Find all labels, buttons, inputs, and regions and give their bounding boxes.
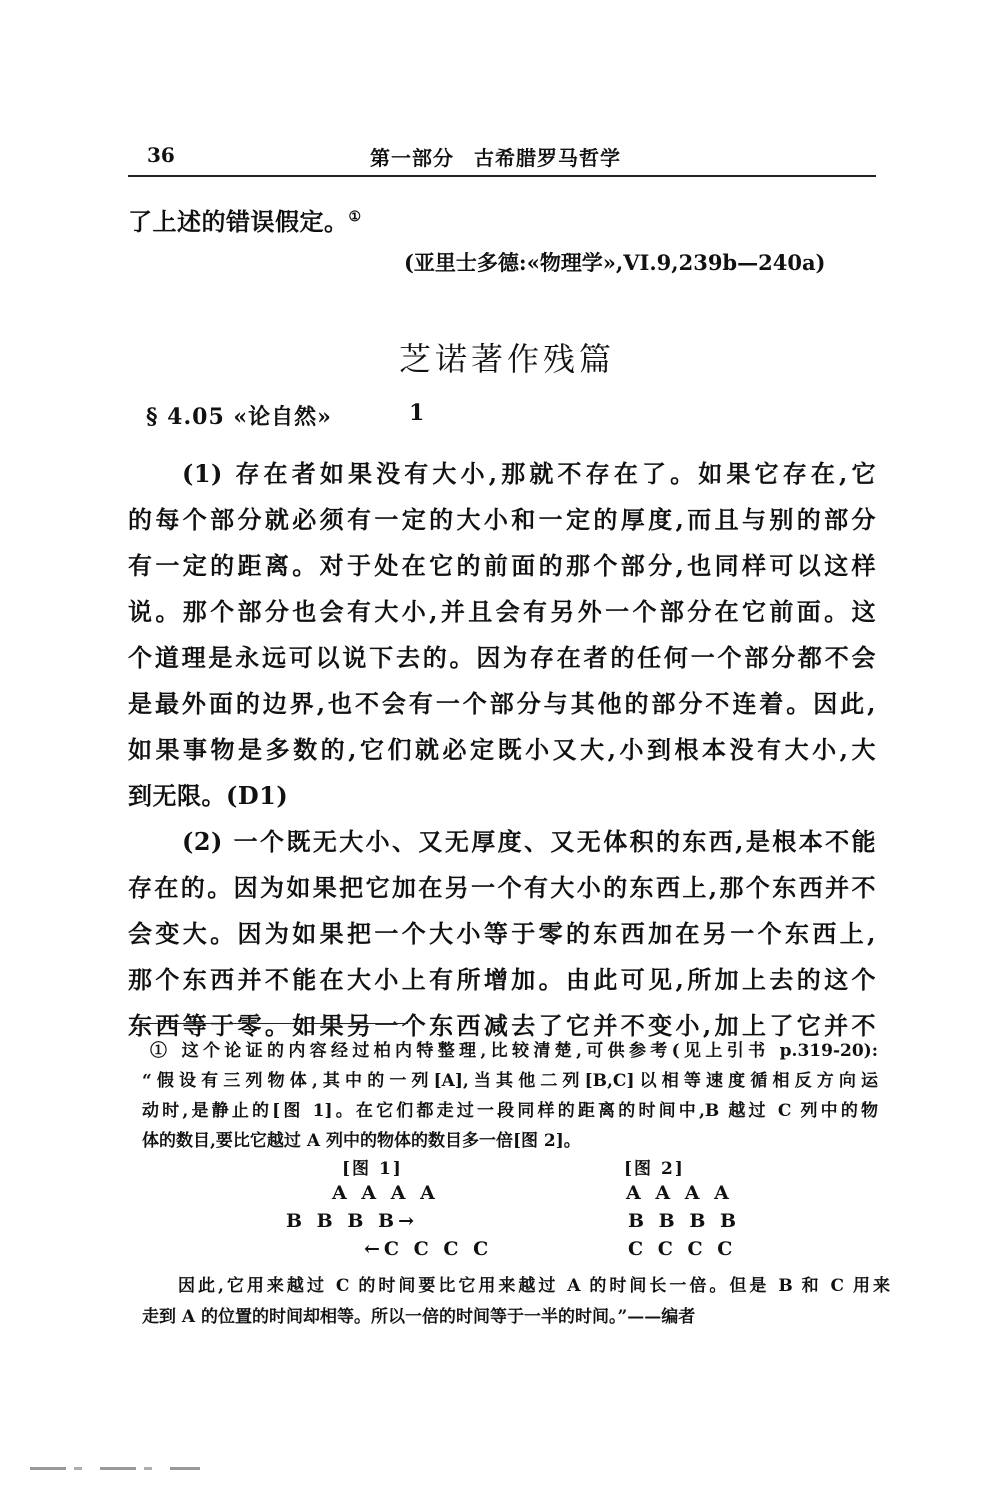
figure-2-row-b: B B B B: [628, 1210, 741, 1232]
figure-2-row-c: C C C C: [628, 1238, 737, 1260]
paragraph-1-line-4: 说。那个部分也会有大小,并且会有另外一个部分在它前面。这: [128, 597, 876, 626]
footnote-line-3: 动时,是静止的[图 1]。在它们都走过一段同样的距离的时间中,B 越过 C 列中的物: [142, 1101, 878, 1121]
footnote-line-2: “假设有三列物体,其中的一列[A],当其他二列[B,C]以相等速度循相反方向运: [142, 1071, 878, 1091]
running-head: 第一部分 古希腊罗马哲学: [370, 146, 621, 170]
header-rule: [128, 175, 876, 177]
footnote-closing-line-1: 因此,它用来越过 C 的时间要比它用来越过 A 的时间长一倍。但是 B 和 C 用来: [178, 1276, 890, 1296]
intro-text: 了上述的错误假定。: [128, 207, 349, 236]
figure-1-row-a: A A A A: [332, 1182, 439, 1204]
footnote-ref: ①: [348, 209, 362, 225]
fragment-heading: § 4.05 «论自然»: [146, 404, 332, 430]
paragraph-1-line-3: 有一定的距离。对于处在它的前面的那个部分,也同样可以这样: [128, 551, 876, 580]
paragraph-2-line-2: 存在的。因为如果把它加在另一个有大小的东西上,那个东西并不: [128, 873, 876, 902]
page-number: 36: [147, 143, 175, 167]
paragraph-2-line-4: 那个东西并不能在大小上有所增加。由此可见,所加上去的这个: [128, 965, 876, 994]
footnote-rule: [140, 1023, 408, 1024]
figure-2-label: [图 2]: [624, 1159, 685, 1179]
section-title: 芝诺著作残篇: [399, 340, 616, 378]
paragraph-1-line-6: 是最外面的边界,也不会有一个部分与其他的部分不连着。因此,: [128, 689, 876, 718]
paragraph-1-line-8: 到无限。(D1): [128, 781, 289, 810]
figure-2-row-a: A A A A: [626, 1182, 733, 1204]
paragraph-2-line-1: (2) 一个既无大小、又无厚度、又无体积的东西,是根本不能: [182, 827, 876, 856]
paragraph-1-line-2: 的每个部分就必须有一定的大小和一定的厚度,而且与别的部分: [128, 505, 876, 534]
fragment-number: 1: [409, 400, 426, 426]
paragraph-1-line-1: (1) 存在者如果没有大小,那就不存在了。如果它存在,它: [182, 459, 876, 488]
paragraph-2-line-5: 东西等于零。如果另一个东西减去了它并不变小,加上了它并不: [128, 1011, 876, 1040]
scan-artifact: [30, 1467, 200, 1470]
paragraph-2-line-3: 会变大。因为如果把一个大小等于零的东西加在另一个东西上,: [128, 919, 876, 948]
footnote-line-4: 体的数目,要比它越过 A 列中的物体的数目多一倍[图 2]。: [142, 1131, 581, 1151]
footnote-line-1: ① 这个论证的内容经过柏内特整理,比较清楚,可供参考(见上引书 p.319-20):: [150, 1041, 878, 1061]
intro-line: [128, 202, 362, 237]
paragraph-1-line-7: 如果事物是多数的,它们就必定既小又大,小到根本没有大小,大: [128, 735, 876, 764]
figure-1-label: [图 1]: [342, 1159, 403, 1179]
figure-1-row-b: B B B B→: [286, 1210, 419, 1232]
citation: (亚里士多德:«物理学»,VI.9,239b—240a): [404, 250, 826, 275]
footnote-closing-line-2: 走到 A 的位置的时间却相等。所以一倍的时间等于一半的时间。”——编者: [142, 1307, 696, 1327]
figure-1-row-c: ←C C C C: [364, 1238, 493, 1260]
paragraph-1-line-5: 个道理是永远可以说下去的。因为存在者的任何一个部分都不会: [128, 643, 876, 672]
